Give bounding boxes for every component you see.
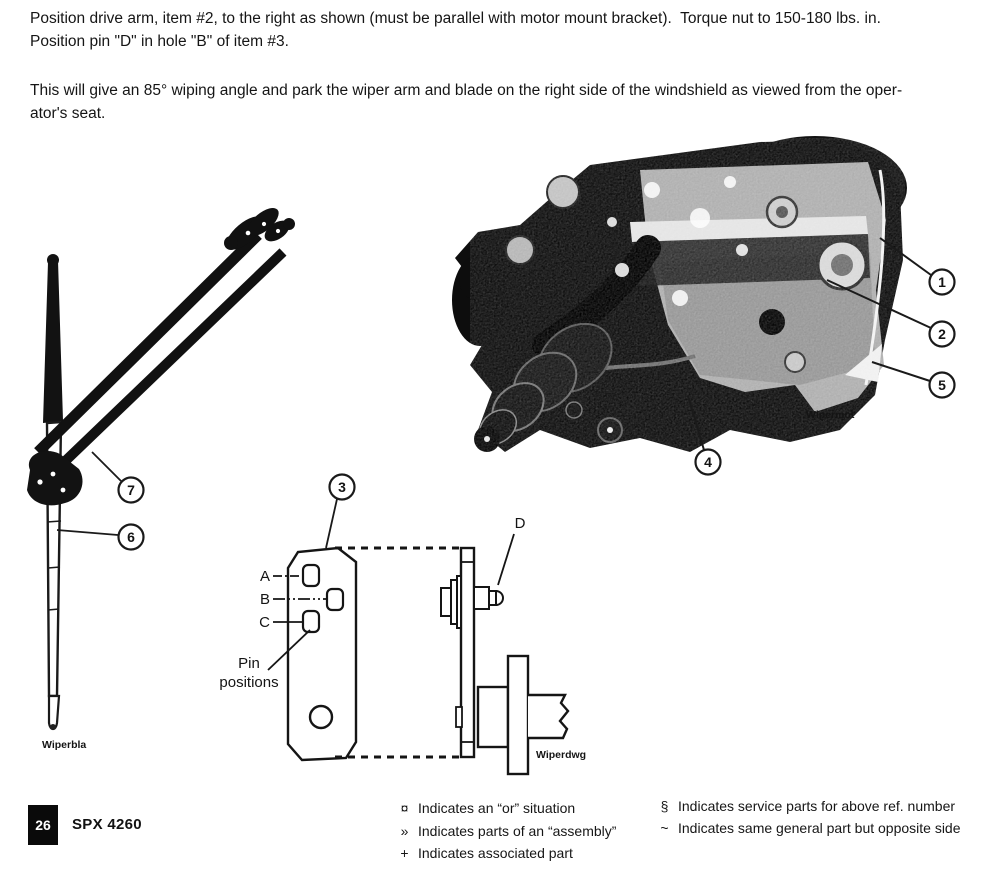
- legend-symbol-opposite: ~: [660, 820, 669, 837]
- paragraph-line: Position pin "D" in hole "B" of item #3.: [30, 32, 289, 50]
- callout-5-number: 5: [938, 377, 946, 393]
- pin-diagram-figure-label: Wiperdwg: [536, 749, 587, 761]
- callout-7-number: 7: [127, 482, 135, 498]
- hole-label-c: C: [259, 614, 270, 631]
- page-number-box: [28, 805, 58, 845]
- legend-row: [397, 820, 616, 843]
- legend-text: Indicates an “or” situation: [418, 800, 576, 816]
- paragraph-line: Position drive arm, item #2, to the right as shown (must be parallel with motor mount bracket). Torque nut to 150-180 lbs. in.: [30, 10, 881, 27]
- pin-label-d: D: [514, 515, 526, 532]
- pivot-highlight: [61, 488, 66, 493]
- callout-4-number: 4: [704, 454, 712, 470]
- instruction-paragraph-2: [30, 80, 980, 125]
- legend-row: [657, 817, 961, 839]
- callout-1-number: 1: [938, 274, 946, 290]
- legend-text: Indicates service parts for above ref. number: [678, 798, 956, 814]
- doc-code: SPX 4260: [72, 816, 142, 833]
- legend-symbol-service: §: [660, 798, 669, 814]
- legend-symbol-or: ¤: [400, 800, 409, 816]
- instruction-paragraph-1: [30, 8, 980, 53]
- drive-arm-side-view: [461, 548, 474, 757]
- pin-hole-c: [303, 611, 319, 632]
- arm-top-hardware: [221, 203, 295, 256]
- legend-row: [397, 797, 616, 820]
- park-pin: [474, 587, 503, 609]
- callout-6-number: 6: [127, 529, 135, 545]
- paragraph-line: ator's seat.: [30, 104, 106, 122]
- leader-d: [498, 534, 514, 585]
- pin-position-diagram: [219, 475, 586, 775]
- legend-symbol-assembly: »: [400, 822, 409, 839]
- symbol-legend-right: [657, 795, 961, 840]
- pivot-highlight: [37, 479, 42, 484]
- pivot-highlight: [51, 472, 56, 477]
- callout-7: [92, 452, 144, 503]
- hole-label-b: B: [259, 591, 270, 608]
- paragraph-line: This will give an 85° wiping angle and park the wiper arm and blade on the right side of the windshield as viewed from the oper-: [30, 82, 903, 99]
- pin-hole-a: [303, 565, 319, 586]
- legend-text: Indicates parts of an “assembly”: [418, 822, 617, 839]
- wiper-arm-bar-upper: [38, 235, 258, 452]
- blade-bottom-tip: [49, 696, 59, 729]
- blade-tip-rivet: [50, 724, 56, 730]
- legend-text: Indicates associated part: [418, 845, 573, 862]
- pin-positions-caption-line2: positions: [219, 674, 279, 691]
- legend-symbol-associated: +: [400, 845, 409, 862]
- nut-stack: [441, 576, 461, 628]
- callout-2-number: 2: [938, 326, 946, 342]
- callout-3: [326, 475, 355, 549]
- callout-3-number: 3: [338, 479, 346, 495]
- legend-row: [657, 795, 961, 817]
- page-number: 26: [35, 817, 51, 833]
- figures-canvas: [0, 130, 1000, 790]
- callout-6: [57, 525, 144, 550]
- legend-text: Indicates same general part but opposite side: [678, 820, 961, 837]
- symbol-legend-left: [397, 797, 616, 865]
- motor-figure-label: Wipermot: [806, 409, 855, 421]
- wiper-motor-photo: [452, 136, 955, 475]
- bar-tab: [456, 707, 462, 727]
- hole-label-a: A: [259, 568, 270, 585]
- arm-rivet-highlight: [144, 398, 148, 402]
- pin-positions-caption-line1: Pin: [238, 655, 260, 672]
- pin-hole-b: [327, 589, 343, 610]
- wiper-arm-figure-label: Wiperbla: [42, 739, 87, 751]
- wiper-arm-bar-lower: [58, 252, 283, 468]
- shaft-flange: [508, 656, 528, 774]
- legend-row: [397, 842, 616, 865]
- plate-pivot-hole: [310, 706, 332, 728]
- blade-upper: [43, 261, 63, 423]
- shaft-break-section: [528, 695, 568, 738]
- shaft-hub: [478, 687, 508, 747]
